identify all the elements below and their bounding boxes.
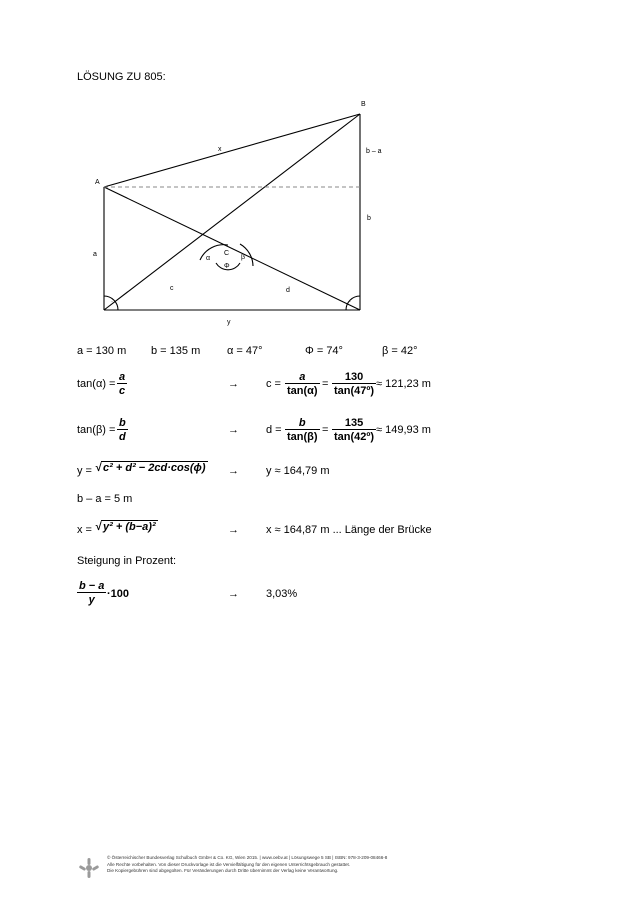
label-A: A [95,179,100,186]
label-d: d [286,287,290,294]
row3-lhs: y = [77,465,92,477]
footer-line-3: Die Kopiergebühren sind abgegolten. Für Veränderungen durch Dritte übernimmt der Verlag keine Verantwortung. [107,868,339,874]
svg-text:·: · [111,299,113,305]
row4-text: b – a = 5 m [77,493,133,505]
row5-lhs: x = [77,524,92,536]
row2-result-pre: d = [266,424,282,436]
given-beta: β = 42° [382,345,418,357]
given-a: a = 130 m [77,345,127,357]
row1-fraction-2: $\frac{130}{\text{tan(47º)}}$ [334,371,375,397]
row2-fraction-1: $\frac{b}{\tan(\beta)}$ [287,417,318,443]
label-beta: β [241,254,246,261]
row2-fraction-2: $\frac{135}{\text{tan(42º)}}$ [334,417,375,443]
row5-arrow: → [228,524,239,536]
page-title: LÖSUNG ZU 805: [77,71,166,83]
row1-fraction-1: $\frac{a}{\tan(\alpha)}$ [287,371,318,397]
label-b: b [367,215,371,222]
footer-line-1: © Österreichischer Bundesverlag Schulbuch GmbH & Co. KG, Wien 2015. | www.oebv.at | Lösungswege 5 SB | ISBN: 978-3-209-08466-8 [107,855,388,860]
row5-result: x ≈ 164,87 m ... Länge der Brücke [266,524,432,536]
row1-result-pre: c = [266,378,281,390]
bridge-diagram [0,0,640,340]
row6-text: Steigung in Prozent: [77,555,177,567]
side-x-line [104,114,360,187]
label-x: x [218,146,222,153]
label-alpha: α [206,255,211,262]
copyright-footer [107,855,387,875]
label-y: y [227,319,231,326]
row3-sqrt: √ c² + d² − 2cd·cos(ϕ) [95,462,206,474]
row7-result: 3,03% [266,588,298,600]
line-A-to-bottom-right [104,187,360,310]
label-B: B [361,101,366,108]
row1-arrow: → [228,378,239,390]
row2-lhs: tan(β) = [77,424,116,436]
publisher-logo-icon [78,857,100,879]
label-C: C [224,250,230,257]
given-phi: Φ = 74° [305,345,343,357]
row2-fraction: $\frac{b}{d}$ [119,417,126,443]
label-b-minus-a: b – a [366,148,382,155]
row3-result: y ≈ 164,79 m [266,465,330,477]
given-b: b = 135 m [151,345,201,357]
row7-mult: ·100 [107,588,130,600]
label-phi: Φ [224,263,230,270]
row7-fraction: $\frac{b - a}{y}$ [79,580,105,606]
row1-fraction: $\frac{a}{c}$ [119,371,126,397]
row2-result: ≈ 149,93 m [376,424,431,436]
row1-equals: = [322,378,329,390]
label-a: a [93,251,97,258]
row2-equals: = [322,424,329,436]
svg-text:·: · [349,299,351,305]
row2-arrow: → [228,424,239,436]
row3-arrow: → [228,465,239,477]
row1-result: ≈ 121,23 m [376,378,431,390]
given-alpha: α = 47° [227,345,263,357]
line-bottom-left-to-B [104,114,360,310]
row5-sqrt: √ y² + (b−a)² [95,521,156,533]
label-c: c [170,285,174,292]
row1-lhs: tan(α) = [77,378,116,390]
footer-line-2: Alle Rechte vorbehalten. Von dieser Druckvorlage ist die Vervielfältigung für den eigenen Unterrichtsgebrauch gestattet. [107,861,351,867]
row7-arrow: → [228,588,239,600]
